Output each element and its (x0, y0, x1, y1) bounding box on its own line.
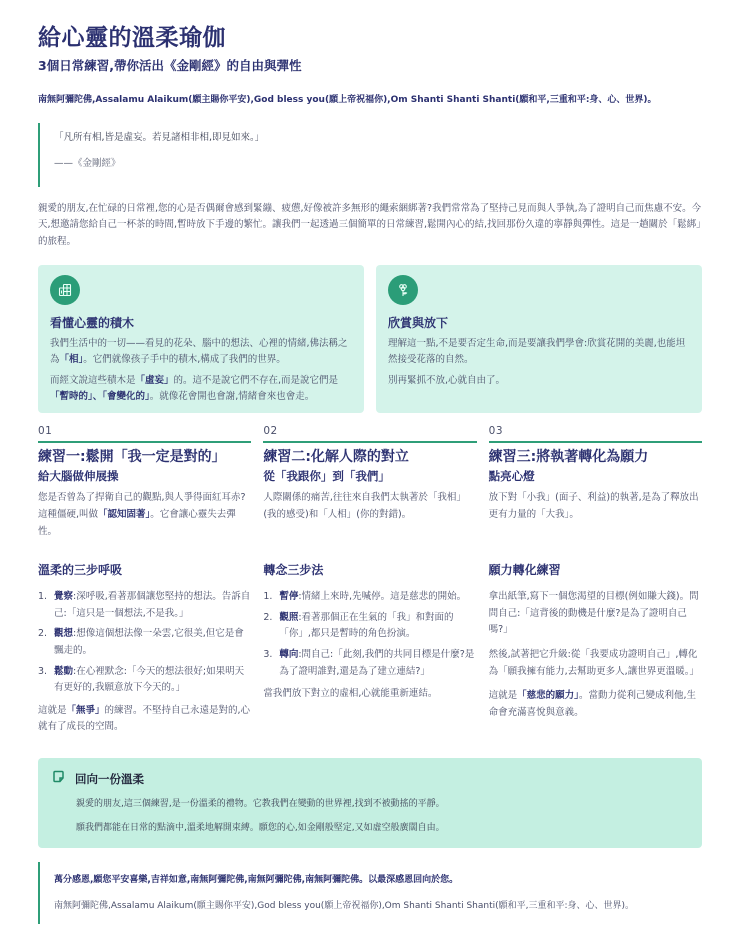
concept-cards (38, 265, 702, 413)
divider (489, 441, 702, 443)
sutra-quote (38, 123, 702, 187)
exercise-title: 練習一:鬆開「我一定是對的」 (38, 449, 226, 466)
text: :深呼吸,看著那個讓您堅持的想法。告訴自己:「這只是一個想法,不是我。」 (54, 591, 251, 619)
text: 。當動力從利己變成利他,生命會充滿喜悅與意義。 (488, 690, 696, 718)
card-appreciate-let-go (376, 265, 702, 413)
exercise-body (38, 490, 251, 540)
step-text (279, 647, 476, 680)
exercise-number: 02 (263, 424, 278, 437)
practice-steps (263, 589, 476, 680)
dedication-paragraph: 親愛的朋友,這三個練習,是一份溫柔的禮物。它教我們在變動的世界裡,找到不被動搖的平靜。 (76, 798, 445, 809)
step-text (54, 664, 251, 697)
document-page (38, 24, 702, 924)
text: 的。這不是說它們不存在,而是說它們是 (173, 374, 339, 386)
emphasis: 「相」 (59, 354, 84, 366)
text: :想像這個想法像一朵雲,它很美,但它是會飄走的。 (54, 628, 244, 656)
text: 我們生活中的一切——看見的花朵、腦中的想法、心裡的情緒,佛法稱之為 (50, 337, 348, 366)
closing-gratitude: 萬分感恩,願您平安喜樂,吉祥如意,南無阿彌陀佛,南無阿彌陀佛,南無阿彌陀佛。以最深感恩回向於您。 (54, 875, 459, 886)
practice-outro (489, 688, 702, 721)
emphasis: 「認知固著」 (98, 508, 151, 520)
closing-blessing: 南無阿彌陀佛,Assalamu Alaikum(願主賜你平安),God bless you(願上帝祝福你),Om Shanti Shanti Shanti(願和平,三重和平:身、心、世界)。 (54, 900, 635, 911)
step-number: 2. (38, 628, 48, 640)
step-label: 觀照 (279, 611, 299, 623)
text: 這就是 (488, 690, 518, 702)
step-number: 2. (263, 611, 273, 623)
text: 而經文說這些積木是 (50, 374, 136, 386)
step-label: 覺察 (54, 591, 74, 603)
page-title: 給心靈的溫柔瑜伽 (38, 25, 226, 51)
practice-breathing (38, 562, 251, 736)
practice-step (263, 647, 476, 680)
practice-paragraph: 拿出紙筆,寫下一個您渴望的目標(例如賺大錢)。問問自己:「這背後的動機是什麼?是為了證明自己嗎?」 (488, 591, 699, 636)
text: 。它會讓心靈失去彈性。 (38, 508, 236, 537)
text: 的練習。不堅持自己永遠是對的,心就有了成長的空間。 (38, 704, 251, 733)
text: :問自己:「此刻,我們的共同目標是什麼?是為了證明誰對,還是為了建立連結?」 (279, 648, 475, 677)
step-label: 暫停 (279, 591, 299, 603)
exercise-subtitle: 從「我跟你」到「我們」 (263, 469, 390, 484)
step-text (279, 589, 466, 606)
practice-step (38, 626, 251, 659)
practice-aspiration (489, 562, 702, 736)
emphasis: 「暫時的」、「會變化的」 (50, 391, 150, 403)
exercise-body: 人際關係的痛苦,往往來自我們太執著於「我相」(我的感受)和「人相」(你的對錯)。 (263, 492, 466, 520)
card-paragraph (50, 373, 352, 406)
quote-source: ——《金剛經》 (54, 158, 121, 170)
dedication-box (38, 758, 702, 848)
practice-reframe (263, 562, 476, 736)
quote-text: 「凡所有相,皆是虛妄。若見諸相非相,即見如來。」 (54, 131, 265, 143)
text: 。就像花會開也會謝,情緒會來也會走。 (149, 391, 315, 403)
step-label: 觀想 (54, 628, 74, 640)
step-text (54, 589, 251, 622)
card-paragraph (50, 336, 352, 369)
exercise-1 (38, 425, 251, 541)
practice-title: 溫柔的三步呼吸 (38, 563, 123, 578)
practice-outro: 當我們放下對立的虛相,心就能重新連結。 (263, 688, 438, 700)
card-paragraph: 理解這一點,不是要否定生命,而是要讓我們學會:欣賞花開的美麗,也能坦然接受花落的自然。 (388, 337, 686, 366)
emphasis: 「慈悲的願力」 (517, 690, 579, 702)
text: :看著那個正在生氣的「我」和對面的「你」,都只是暫時的角色扮演。 (279, 611, 454, 640)
note-icon (52, 770, 65, 790)
practice-paragraph: 然後,試著把它升級:從「我要成功證明自己」,轉化為「願我擁有能力,去幫助更多人,讓世界更溫暖。」 (488, 648, 699, 677)
text: 。它們就像孩子手中的積木,構成了我們的世界。 (83, 354, 286, 366)
exercise-body: 放下對「小我」(面子、利益)的執著,是為了釋放出更有力量的「大我」。 (488, 492, 699, 520)
flower-icon (388, 275, 418, 305)
divider (263, 441, 476, 443)
practice-step (38, 589, 251, 622)
step-number: 1. (263, 591, 273, 603)
exercise-2 (263, 425, 476, 541)
step-number: 3. (38, 665, 48, 677)
step-number: 1. (38, 591, 48, 603)
practice-title: 願力轉化練習 (488, 563, 561, 578)
exercise-title: 練習三:將執著轉化為願力 (488, 449, 649, 466)
step-label: 鬆動 (54, 665, 74, 677)
practice-columns (38, 562, 702, 736)
exercise-number: 03 (488, 424, 504, 437)
card-paragraph: 別再緊抓不放,心就自由了。 (388, 374, 506, 386)
exercise-subtitle: 點亮心燈 (488, 469, 535, 484)
exercise-subtitle: 給大腦做伸展操 (38, 469, 119, 484)
page-subtitle: 3個日常練習,帶你活出《金剛經》的自由與彈性 (38, 57, 302, 73)
exercise-number: 01 (38, 424, 53, 437)
divider (38, 441, 251, 443)
step-text (279, 610, 476, 643)
emphasis: 「虛妄」 (135, 374, 174, 386)
practice-steps (38, 589, 251, 697)
intro-paragraph: 親愛的朋友,在忙碌的日常裡,您的心是否偶爾會感到緊繃、疲憊,好像被許多無形的繩索綑綁著?我們常常為了堅持己見而與人爭執,為了證明自己而焦慮不安。今天,想邀請您給自己一杯茶的時間,暫時放下手邊的繁忙。讓我們一起透過三個簡單的日常練習,鬆開內心的結,找回那份久違的寧靜與彈性。這是一趟關於「鬆綁」的旅程。 (38, 202, 702, 248)
exercise-3 (489, 425, 702, 541)
practice-step (38, 664, 251, 697)
exercise-columns (38, 425, 702, 541)
step-number: 3. (263, 648, 273, 660)
text: 您是否曾為了捍衛自己的觀點,與人爭得面紅耳赤?這種僵硬,叫做 (38, 492, 246, 520)
dedication-title: 回向一份溫柔 (75, 772, 144, 787)
exercise-title: 練習二:化解人際的對立 (263, 449, 409, 466)
building-blocks-icon (50, 275, 80, 305)
dedication-paragraph: 願我們都能在日常的點滴中,溫柔地解開束縛。願您的心,如金剛般堅定,又如虛空般廣闊自由。 (76, 823, 445, 834)
practice-step (263, 610, 476, 643)
practice-outro (38, 703, 251, 736)
card-mind-blocks (38, 265, 364, 413)
text: :在心裡默念:「今天的想法很好;如果明天有更好的,我願意放下今天的。」 (54, 665, 245, 694)
text: 這就是 (38, 704, 67, 716)
step-text (54, 626, 251, 659)
practice-title: 轉念三步法 (263, 563, 324, 578)
text: :情緒上來時,先喊停。這是慈悲的開始。 (298, 591, 467, 603)
dedication-header (52, 770, 688, 790)
card-title: 欣賞與放下 (388, 315, 449, 330)
closing-block (38, 862, 702, 924)
emphasis: 「無爭」 (66, 704, 105, 716)
opening-blessing: 南無阿彌陀佛,Assalamu Alaikum(願主賜你平安),God bless you(願上帝祝福你),Om Shanti Shanti Shanti(願和平,三重和平:身、心、世界)。 (38, 95, 657, 106)
step-label: 轉向 (279, 648, 299, 660)
card-title: 看懂心靈的積木 (50, 315, 135, 330)
practice-step (263, 589, 476, 606)
